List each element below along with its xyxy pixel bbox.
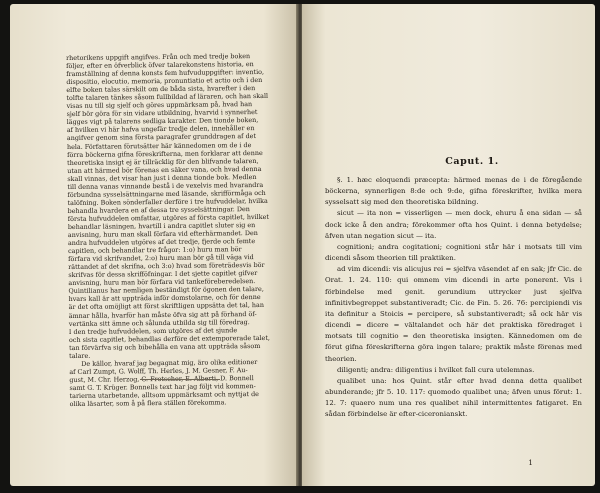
text-line: De källor, hvaraf jag begagnat mig, äro olika editioner [81,357,258,368]
text-line: skall vinnas, det visar han just i denna tionde bok. Medlen [67,172,257,183]
page-number: 1 [528,458,533,467]
text-line: af Carl Zumpt, G. Wolff, Th. Herles, J. M. Gesner, F. Au- [69,365,248,376]
text-line: olika läsarter, som å på flera ställen förekomma. [69,398,227,408]
text-line: rättandet af det skrifna, och 3:o) hvad som företrädesvis bör [68,261,265,272]
text-line: förra böckerna gifna föreskrifterna, men forklarar att denne [67,148,263,159]
text-line: utan att härmed bör förenas en säker vana, och hvad denna [67,164,262,175]
right-page [302,4,595,486]
text-line: talöfning. Boken sönderfaller derföre i tre hufvuddelar, hvilka [67,196,268,207]
text-line: lägges vigt på talarens sedliga karakter. Den tionde boken, [66,116,259,127]
text-line: elfte boken talas särskilt om de båda sista, hvarefter i den [66,84,256,95]
commentary-paragraph: cognitioni; andra cogitationi; cognitioni står här i motsats till vim dicendi såsom theorien till praktiken. [325,242,582,263]
footnote-rule [140,379,220,380]
commentary-paragraph: sicut — ita non = visserligen — men dock, ehuru å ena sidan — så dock icke å den andra; förekommer ofta hos Quint. i denna betydelse; äfven utan negation sicut — ita. [325,209,582,240]
text-line: I den tredje hufvuddelen, som utgöres af det sjunde [68,325,238,336]
text-line: anvisning, huru man bör förfara vid tankeföreberedelsen. [68,277,256,288]
book-spread [10,4,595,486]
text-line: talare. [69,351,91,360]
chapter-heading: Caput. 1. [445,156,499,167]
text-line: och sista capitlet, behandlas derföre det extemporerade talet, [68,333,270,344]
text-line: dispositio, elocutio, memoria, pronuntiatio et actio och i den [66,76,263,87]
text-line: angifver genom sina första paragrafer grunddragen af det [66,132,257,143]
text-line: tarierna utarbetande, alltsom uppmärksamt och nyttjat de [69,389,259,400]
text-line: tolfte talaren tänkes såsom fullbildad af läraren, och han skall [66,92,269,103]
text-line: tan förvärfva sig och bibehålla en vana att uppträda såsom [69,341,261,352]
text-line: andra hufvuddelen utgöres af det tredje, fjerde och femte [67,237,256,248]
text-line: ämnar hålla, hvarför han måste öfva sig att på förhand öf- [68,309,257,320]
text-line: rhetorikens uppgift angifves. Från och med tredje boken [66,52,251,62]
text-line: vertänka sitt ämne och sålunda utbilda sig till föredrag. [68,317,250,328]
commentary-paragraph: qualibet una: hos Quint. står efter hvad denna detta qualibet abunderande; jfr 5. 10. 117: quomodo qualibet una; äfven unus förut: 1. 12. 7: quaero num una res qualibet nihil intermittentes fatigaret. En sådan förbindelse är efter-ciceronianskt. [325,376,582,419]
commentary-paragraph: diligenti; andra: diligentius i hvilket fall cura utelemnas. [337,365,535,374]
text-line: Quintilianus har nemligen beständigt för ögonen den talare, [68,285,264,296]
text-line: af hvilken vi här hafva ungefär tredje delen, innehåller en [66,124,255,135]
text-line: sjelf bör göra för sin vidare utbildning, hvarvid i synnerhet [66,108,258,119]
text-line: förbundna sysselsättningarne med läsande, skrifförmåga och [67,188,266,199]
text-line: samt G. T. Krüger. Bonnells text har jag följt vid kommen- [69,381,256,392]
text-line: följer, efter en öfverblick öfver talarekonstens historia, en [66,60,254,71]
text-line: skrifvas för dessa skrifföfningar. I det sjette capitlet gifver [68,269,258,280]
commentary-paragraph: §. 1. hæc eloquendi præcepta: härmed menas de i de föregående böckerna, synnerligen 8:de och 9:de, gifna föreskrifter, hvilka mera sysselsatt sig med den theoretiska bildning. [325,176,582,207]
text-line: första hufvuddelen omfattar, utgöres af första capitlet, hvilket [67,212,269,223]
text-line: är det ofta omöjligt att först skriftligen uppsätta det tal, han [68,301,264,312]
text-line: framställning af denna konsts fem hufvuduppgifter: inventio, [66,68,265,79]
text-line: behandlar läsningen, hvartill i andra capitlet sluter sig en [67,221,256,231]
text-line: anvisning, huru man skall förfara vid efterhärmandet. Den [67,229,258,240]
left-page-text [66,52,284,408]
commentary-paragraph: ad vim dicendi: vis alicujus rei = sjelfva väsendet af en sak; jfr Cic. de Orat. 1. 24. 110: qui omnem vim dicendi in arte ponerent. Vis i förbindelse med genit. gerundium uttrycker just sjelfva infinitivbegreppet substantiveradt; Cic. de Fin. 5. 26. 76: percipiendi vis ita definitur a Stoicis = percipere, så substantiveradt; så ock här vis dicendi = dicere = vältalandet och här det praktiska föredraget i motsats till cognitio = den theoretiska insigten. Kännedomen om de förut gifna föreskrifterna göra ingen talare; praktik måste förenas med theorien. [325,265,582,363]
text-line: behandla hvardera en af dessa tre sysselsättningar. Den [67,204,250,215]
text-line: hvars kall är att uppträda inför domstolarne, och för denne [68,293,261,304]
text-line: theoretiska insigt ej är tillräcklig för den blifvande talaren, [67,156,259,167]
right-page-text [325,175,582,420]
text-line: gust, M. Chr. Herzog, C. Frotscher, E. Alberti, D. Bonnell [69,373,254,384]
text-line: capitlen, och behandlar tre frågor: 1:o) huru man bör [68,245,242,256]
text-line: hela. Författaren förutsätter här kännedomen om de i de [66,140,252,151]
left-page [10,4,298,486]
text-line: till denna vanas vinnande bestå i de vexelvis med hvarandra [67,180,264,191]
text-line: förfara vid skrifvandet, 2:o) huru man bör gå till väga vid [68,253,254,264]
text-line: visas nu till sig sjelf och göres uppmärksam på, hvad han [66,100,253,111]
